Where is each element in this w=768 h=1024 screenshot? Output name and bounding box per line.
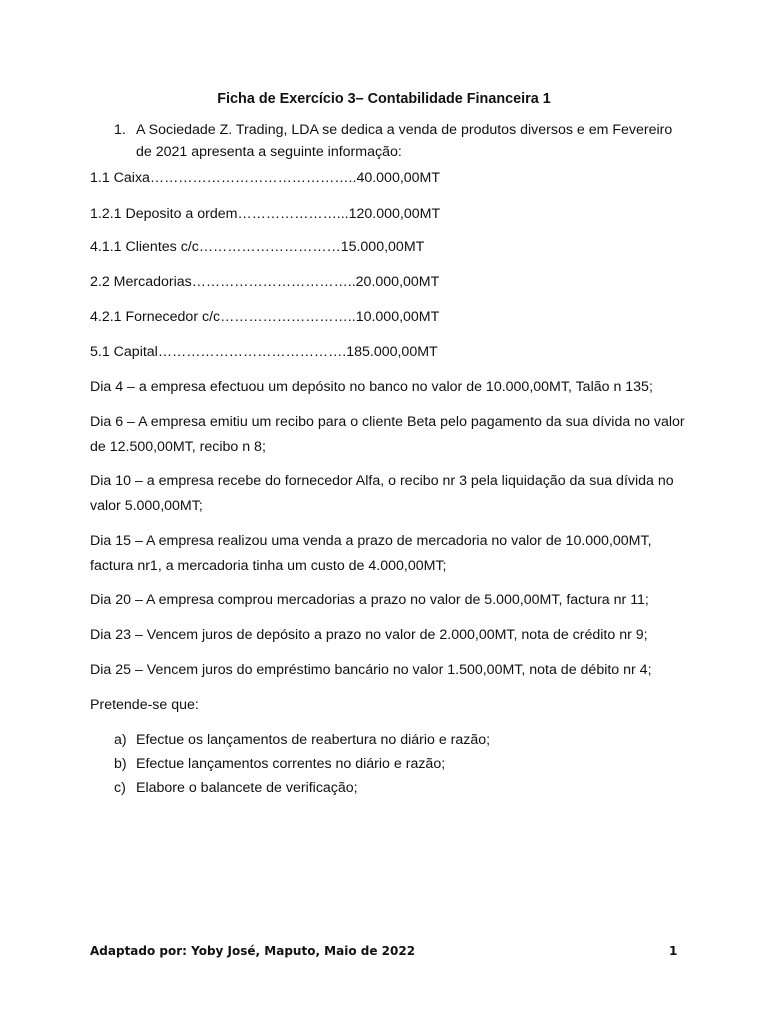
intro-item bbox=[114, 119, 684, 163]
task-c-text: Elabore o balancete de verificação; bbox=[136, 780, 358, 796]
event-dia-4: Dia 4 – a empresa efectuou um depósito no banco no valor de 10.000,00MT, Talão n 135; bbox=[90, 379, 653, 395]
task-c bbox=[114, 780, 358, 796]
intro-number: 1. bbox=[114, 122, 126, 138]
event-dia-23: Dia 23 – Vencem juros de depósito a prazo no valor de 2.000,00MT, nota de crédito nr 9; bbox=[90, 627, 648, 643]
account-line-caixa: 1.1 Caixa……………………………………..40.000,00MT bbox=[90, 170, 441, 186]
task-b-text: Efectue lançamentos correntes no diário e razão; bbox=[136, 756, 446, 772]
task-a bbox=[114, 732, 490, 748]
task-c-letter: c) bbox=[114, 780, 126, 796]
account-line-capital: 5.1 Capital………………………………….185.000,00MT bbox=[90, 344, 438, 360]
task-a-text: Efectue os lançamentos de reabertura no diário e razão; bbox=[136, 732, 491, 748]
account-line-mercadorias: 2.2 Mercadorias……………………………..20.000,00MT bbox=[90, 274, 440, 290]
event-dia-6: Dia 6 – A empresa emitiu um recibo para o cliente Beta pelo pagamento da sua dívida no valor de 12.500,00MT, recibo n 8; bbox=[90, 414, 685, 455]
intro-text: A Sociedade Z. Trading, LDA se dedica a venda de produtos diversos e em Fevereiro de 2021 apresenta a seguinte informação: bbox=[136, 122, 673, 160]
account-line-fornecedor: 4.2.1 Fornecedor c/c………………………..10.000,00MT bbox=[90, 309, 440, 325]
task-a-letter: a) bbox=[114, 732, 127, 748]
footer-author: Adaptado por: Yoby José, Maputo, Maio de 2022 bbox=[90, 944, 416, 958]
event-dia-10: Dia 10 – a empresa recebe do fornecedor Alfa, o recibo nr 3 pela liquidação da sua dívida no valor 5.000,00MT; bbox=[90, 473, 674, 514]
document-title: Ficha de Exercício 3– Contabilidade Financeira 1 bbox=[217, 91, 551, 107]
event-dia-25: Dia 25 – Vencem juros do empréstimo bancário no valor 1.500,00MT, nota de débito nr 4; bbox=[90, 662, 652, 678]
account-line-deposito: 1.2.1 Deposito a ordem…………………...120.000,00MT bbox=[90, 206, 441, 222]
event-dia-20: Dia 20 – A empresa comprou mercadorias a prazo no valor de 5.000,00MT, factura nr 11; bbox=[90, 592, 649, 608]
page-number: 1 bbox=[669, 944, 678, 958]
event-dia-15: Dia 15 – A empresa realizou uma venda a prazo de mercadoria no valor de 10.000,00MT, factura nr1, a mercadoria tinha um custo de 4.000,00MT; bbox=[90, 533, 652, 574]
task-b-letter: b) bbox=[114, 756, 127, 772]
task-b bbox=[114, 756, 445, 772]
pretende-heading: Pretende-se que: bbox=[90, 697, 199, 713]
account-line-clientes: 4.1.1 Clientes c/c…………………………15.000,00MT bbox=[90, 239, 425, 255]
